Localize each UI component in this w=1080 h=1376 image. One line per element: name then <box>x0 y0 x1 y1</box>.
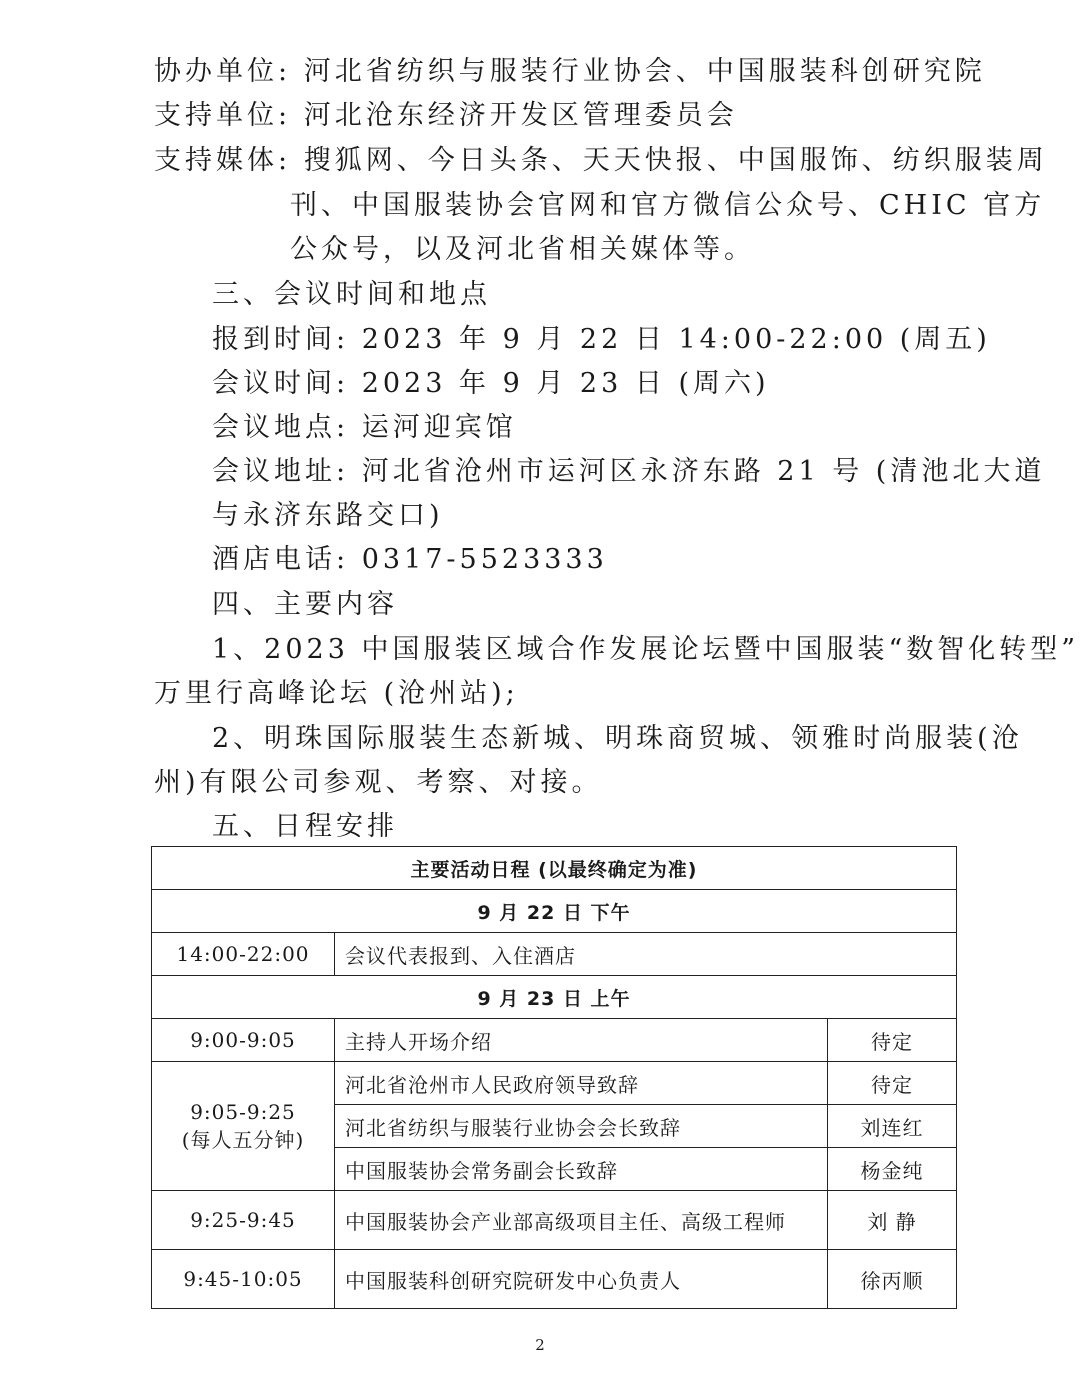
section-5-heading: 五、日程安排 <box>212 811 398 842</box>
table-row <box>152 1019 957 1062</box>
row-speaker: 杨金纯 <box>828 1148 957 1191</box>
row-time: 9:45-10:05 <box>152 1250 335 1309</box>
row-time: 9:05-9:25 <box>190 1100 296 1124</box>
supporter-line <box>154 96 738 136</box>
supporter-label: 支持单位: <box>154 100 292 131</box>
row-speaker: 待定 <box>828 1062 957 1105</box>
row-time-group <box>152 1062 335 1191</box>
page-number: 2 <box>535 1336 545 1354</box>
checkin-line <box>212 320 991 360</box>
table-row <box>152 933 957 976</box>
supporter-text: 河北沧东经济开发区管理委员会 <box>303 100 738 131</box>
co-organizer-line <box>154 52 986 92</box>
media-line-1 <box>154 141 1048 181</box>
venue-text: 运河迎宾馆 <box>361 412 517 443</box>
meeting-time-label: 会议时间: <box>212 368 350 399</box>
day-1-header: 9 月 22 日 下午 <box>152 890 957 933</box>
row-desc: 中国服装科创研究院研发中心负责人 <box>335 1250 828 1309</box>
row-desc: 河北省纺织与服装行业协会会长致辞 <box>335 1105 828 1148</box>
media-label: 支持媒体: <box>154 145 292 176</box>
address-text-1: 河北省沧州市运河区永济东路 21 号 (清池北大道 <box>361 456 1046 487</box>
row-speaker: 徐丙顺 <box>828 1250 957 1309</box>
row-desc: 主持人开场介绍 <box>335 1019 828 1062</box>
media-text-2: 刊、中国服装协会官网和官方微信公众号、CHIC 官方 <box>290 190 1046 221</box>
schedule-title: 主要活动日程 (以最终确定为准) <box>152 847 957 890</box>
content-item-2b: 州)有限公司参观、考察、对接。 <box>154 767 603 798</box>
media-text-3: 公众号，以及河北省相关媒体等。 <box>290 234 755 265</box>
day-header-row <box>152 976 957 1019</box>
row-desc: 河北省沧州市人民政府领导致辞 <box>335 1062 828 1105</box>
section-3-heading: 三、会议时间和地点 <box>212 279 491 310</box>
media-text-1: 搜狐网、今日头条、天天快报、中国服饰、纺织服装周 <box>303 145 1048 176</box>
table-title-row <box>152 847 957 890</box>
checkin-text: 2023 年 9 月 22 日 14:00-22:00 (周五) <box>361 324 991 355</box>
address-line-1 <box>212 452 1045 492</box>
table-row <box>152 1250 957 1309</box>
co-organizer-text: 河北省纺织与服装行业协会、中国服装科创研究院 <box>303 56 986 87</box>
row-speaker: 刘 静 <box>828 1191 957 1250</box>
row-time: 9:25-9:45 <box>152 1191 335 1250</box>
phone-text: 0317-5523333 <box>361 544 608 575</box>
venue-label: 会议地点: <box>212 412 350 443</box>
row-desc: 中国服装协会常务副会长致辞 <box>335 1148 828 1191</box>
address-text-2: 与永济东路交口) <box>212 500 444 531</box>
address-label: 会议地址: <box>212 456 350 487</box>
row-speaker: 待定 <box>828 1019 957 1062</box>
checkin-label: 报到时间: <box>212 324 350 355</box>
phone-line <box>212 540 608 580</box>
row-speaker: 刘连红 <box>828 1105 957 1148</box>
phone-label: 酒店电话: <box>212 544 350 575</box>
table-row <box>152 1191 957 1250</box>
meeting-time-text: 2023 年 9 月 23 日 (周六) <box>361 368 770 399</box>
row-time-note: (每人五分钟) <box>181 1128 305 1152</box>
content-item-1b: 万里行高峰论坛 (沧州站); <box>154 678 519 709</box>
co-organizer-label: 协办单位: <box>154 56 292 87</box>
content-item-2a: 2、明珠国际服装生态新城、明珠商贸城、领雅时尚服装(沧 <box>212 723 1023 754</box>
meeting-time-line <box>212 364 770 404</box>
row-desc: 会议代表报到、入住酒店 <box>335 933 957 976</box>
table-row <box>152 1062 957 1105</box>
day-2-header: 9 月 23 日 上午 <box>152 976 957 1019</box>
venue-line <box>212 408 517 448</box>
content-item-1a: 1、2023 中国服装区域合作发展论坛暨中国服装“数智化转型” <box>212 634 1080 665</box>
row-desc: 中国服装协会产业部高级项目主任、高级工程师 <box>335 1191 828 1250</box>
row-time: 14:00-22:00 <box>152 933 335 976</box>
day-header-row <box>152 890 957 933</box>
row-time: 9:00-9:05 <box>152 1019 335 1062</box>
section-4-heading: 四、主要内容 <box>212 589 398 620</box>
schedule-table <box>151 846 957 1309</box>
